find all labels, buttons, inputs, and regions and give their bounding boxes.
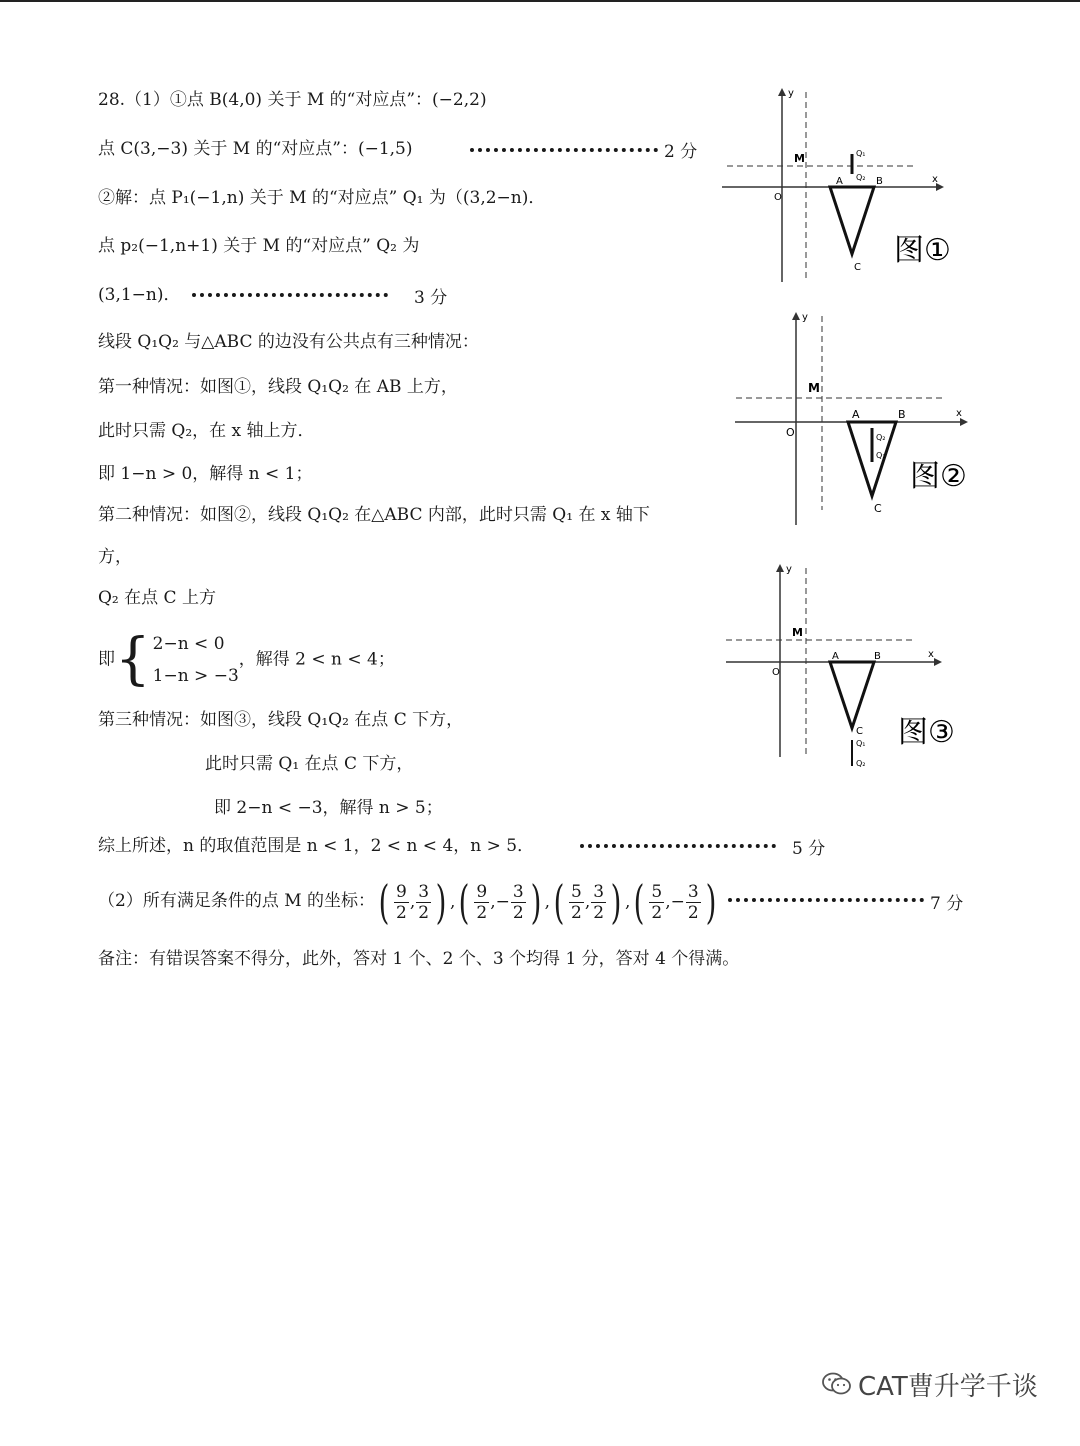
- label-x: x: [956, 408, 962, 419]
- label-b: B: [874, 651, 881, 662]
- x-arrow: [934, 658, 942, 666]
- label-b: B: [898, 408, 906, 421]
- coordinate-m-2: [455, 877, 550, 927]
- line-2: 点 C(3,−3) 关于 M 的“对应点”：(−1,5): [98, 139, 413, 159]
- label-o: O: [786, 426, 795, 439]
- y-arrow: [778, 88, 786, 96]
- line-16: 即 2−n < −3，解得 n > 5；: [214, 798, 443, 818]
- label-y: y: [786, 564, 792, 575]
- triangle-abc: [830, 662, 874, 728]
- fraction-x: [394, 882, 409, 923]
- comma: ,: [409, 891, 416, 912]
- inequality-system: [153, 628, 239, 692]
- wechat-icon: [822, 1371, 852, 1404]
- denominator: 2: [570, 902, 582, 923]
- numerator: 3: [687, 881, 699, 902]
- denominator: 2: [476, 902, 488, 923]
- denominator: 2: [651, 902, 663, 923]
- fraction-y: [416, 882, 431, 923]
- line-3: ②解：点 P₁(−1,n) 关于 M 的“对应点” Q₁ 为（(3,2−n)．: [98, 188, 546, 208]
- numerator: 5: [651, 881, 663, 902]
- figure-2-graph: [730, 310, 980, 530]
- score-2: 2 分: [664, 142, 698, 162]
- y-arrow: [792, 312, 800, 320]
- left-paren: (: [458, 875, 470, 929]
- y-arrow: [776, 564, 784, 572]
- right-paren: ): [530, 875, 542, 929]
- numerator: 9: [476, 881, 488, 902]
- figure-3: [722, 562, 972, 776]
- comma: ,: [665, 891, 671, 912]
- sign: −: [670, 891, 685, 912]
- label-x: x: [932, 174, 938, 185]
- figure-1-label: 图①: [894, 233, 951, 268]
- dotted-leader: [580, 844, 776, 848]
- numerator: 9: [395, 881, 407, 902]
- x-arrow: [960, 418, 968, 426]
- coordinate-m-3: [550, 877, 630, 927]
- line-12: Q₂ 在点 C 上方: [98, 588, 216, 608]
- figure-2: [730, 310, 980, 534]
- watermark: [822, 1366, 1038, 1404]
- label-m: M: [808, 381, 820, 395]
- line-13-suffix: ，解得 2 < n < 4；: [238, 649, 395, 670]
- numerator: 3: [512, 881, 524, 902]
- score-3: 3 分: [414, 288, 448, 308]
- label-q2: Q₂: [856, 759, 866, 768]
- top-border-line: [0, 0, 1080, 2]
- line-1: 28.（1）①点 B(4,0) 关于 M 的“对应点”：(−2,2): [98, 90, 487, 110]
- line-13-prefix: 即: [98, 649, 115, 670]
- figure-3-label: 图③: [898, 715, 955, 750]
- label-q2: Q₂: [856, 173, 866, 182]
- sign: −: [495, 891, 510, 912]
- line-9: 即 1−n > 0，解得 n < 1；: [98, 464, 313, 484]
- figure-3-graph: [722, 562, 972, 772]
- label-q1: Q₁: [876, 451, 886, 460]
- fraction-x: [649, 882, 664, 923]
- separator: ,: [450, 891, 456, 912]
- line-15: 此时只需 Q₁ 在点 C 下方，: [205, 754, 414, 774]
- line-18-prefix: （2）所有满足条件的点 M 的坐标：: [98, 891, 376, 911]
- line-17: 综上所述，n 的取值范围是 n < 1，2 < n < 4，n > 5．: [98, 836, 535, 856]
- fraction-x: [569, 882, 584, 923]
- denominator: 2: [395, 902, 407, 923]
- left-paren: (: [633, 875, 645, 929]
- left-paren: (: [553, 875, 565, 929]
- right-paren: ): [435, 875, 447, 929]
- dotted-leader: [470, 148, 658, 152]
- brace: {: [115, 627, 151, 692]
- fraction-y: [591, 882, 606, 923]
- comma: ,: [584, 891, 591, 912]
- line-13: [98, 628, 395, 692]
- coordinate-m-1: [375, 877, 455, 927]
- line-7: 第一种情况：如图①，线段 Q₁Q₂ 在 AB 上方，: [98, 377, 458, 397]
- label-a: A: [852, 408, 860, 421]
- separator: ,: [625, 891, 631, 912]
- ineq-2: 1−n > −3: [152, 666, 239, 686]
- numerator: 3: [593, 881, 605, 902]
- label-y: y: [788, 88, 794, 99]
- label-c: C: [874, 502, 882, 515]
- ineq-1: 2−n < 0: [152, 634, 225, 654]
- label-o: O: [772, 667, 780, 678]
- numerator: 3: [418, 881, 430, 902]
- dotted-leader: [728, 898, 924, 902]
- line-6: 线段 Q₁Q₂ 与△ABC 的边没有公共点有三种情况：: [98, 332, 479, 352]
- fraction-x: [474, 882, 489, 923]
- left-paren: (: [378, 875, 390, 929]
- figure-1-graph: [722, 82, 962, 292]
- label-a: A: [836, 176, 843, 187]
- line-19-note: 备注：有错误答案不得分，此外，答对 1 个、2 个、3 个均得 1 分，答对 4 个得满。: [98, 949, 740, 969]
- label-c: C: [856, 726, 863, 737]
- separator: ,: [544, 891, 551, 912]
- coordinate-m-4: [630, 877, 719, 927]
- line-8: 此时只需 Q₂，在 x 轴上方．: [98, 421, 315, 441]
- label-q1: Q₁: [856, 149, 866, 158]
- label-q2: Q₂: [876, 433, 886, 442]
- line-5: (3,1−n)．: [98, 285, 181, 305]
- triangle-abc: [830, 187, 874, 254]
- comma: ,: [490, 891, 496, 912]
- line-10: 第二种情况：如图②，线段 Q₁Q₂ 在△ABC 内部，此时只需 Q₁ 在 x 轴下: [98, 505, 650, 525]
- watermark-text: CAT曹升学千谈: [858, 1372, 1038, 1402]
- label-a: A: [832, 651, 839, 662]
- denominator: 2: [418, 902, 430, 923]
- fraction-y: [511, 882, 526, 923]
- numerator: 5: [570, 881, 582, 902]
- label-q1: Q₁: [856, 739, 866, 748]
- label-b: B: [876, 176, 883, 187]
- line-4: 点 p₂(−1,n+1) 关于 M 的“对应点” Q₂ 为: [98, 236, 420, 256]
- score-7: 7 分: [930, 894, 964, 914]
- label-o: O: [774, 192, 782, 203]
- label-m: M: [792, 626, 803, 639]
- right-paren: ): [610, 875, 622, 929]
- line-18: [98, 876, 720, 927]
- label-x: x: [928, 649, 934, 660]
- fraction-y: [686, 882, 701, 923]
- label-y: y: [802, 312, 808, 323]
- score-5: 5 分: [792, 839, 826, 859]
- denominator: 2: [687, 902, 699, 923]
- m-coordinates: [375, 875, 720, 929]
- line-11: 方，: [98, 547, 132, 567]
- figure-2-label: 图②: [910, 459, 967, 494]
- dotted-leader: [192, 293, 388, 297]
- line-14: 第三种情况：如图③，线段 Q₁Q₂ 在点 C 下方，: [98, 710, 464, 730]
- denominator: 2: [512, 902, 524, 923]
- label-c: C: [854, 262, 861, 273]
- figure-1: [722, 82, 962, 296]
- label-m: M: [794, 152, 805, 165]
- right-paren: ): [705, 875, 717, 929]
- denominator: 2: [593, 902, 605, 923]
